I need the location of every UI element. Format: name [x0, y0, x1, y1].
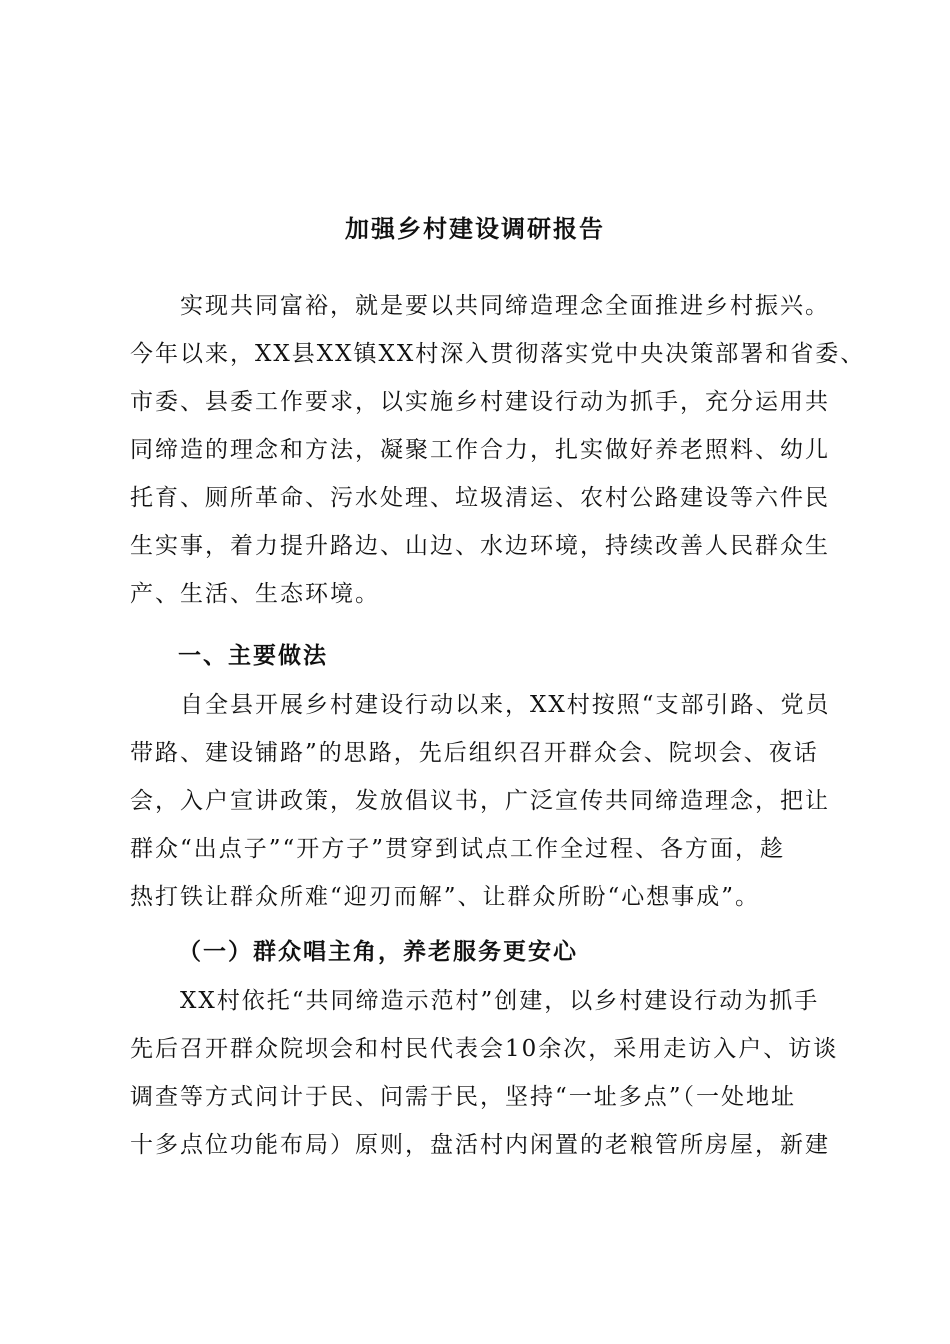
paragraph-line: 群众“出点子”“开方子”贯穿到试点工作全过程、各方面，趁 — [130, 836, 786, 862]
paragraph-line: 热打铁让群众所难“迎刃而解”、让群众所盼“心想事成”。 — [130, 884, 761, 910]
intro-paragraph — [130, 282, 866, 618]
paragraph-line: 同缔造的理念和方法，凝聚工作合力，扎实做好养老照料、幼儿 — [130, 437, 830, 463]
paragraph-line: 今年以来，XX县XX镇XX村深入贯彻落实党中央决策部署和省委、 — [130, 341, 866, 367]
paragraph-line: 先后召开群众院坝会和村民代表会10余次，采用走访入户、访谈 — [130, 1036, 839, 1062]
paragraph-line: 十多点位功能布局）原则，盘活村内闲置的老粮管所房屋，新建 — [130, 1132, 830, 1158]
paragraph-line: 带路、建设铺路”的思路，先后组织召开群众会、院坝会、夜话 — [130, 740, 819, 766]
paragraph-line: XX村依托“共同缔造示范村”创建，以乡村建设行动为抓手 — [130, 988, 820, 1014]
practices-paragraph — [130, 681, 842, 921]
page-title: 加强乡村建设调研报告 — [345, 214, 605, 243]
paragraph-line: 产、生活、生态环境。 — [130, 581, 380, 607]
paragraph-line: 生实事，着力提升路边、山边、水边环境，持续改善人民群众生 — [130, 533, 830, 559]
paragraph-line: 托育、厕所革命、污水处理、垃圾清运、农村公路建设等六件民 — [130, 485, 830, 511]
paragraph-line: 会，入户宣讲政策，发放倡议书，广泛宣传共同缔造理念，把让 — [130, 788, 830, 814]
paragraph-line: 实现共同富裕，就是要以共同缔造理念全面推进乡村振兴。 — [130, 293, 830, 319]
paragraph-line: 自全县开展乡村建设行动以来，XX村按照“支部引路、党员 — [130, 692, 831, 718]
elderly-care-paragraph — [130, 977, 842, 1169]
section-heading-main-practices: 一、主要做法 — [178, 642, 328, 669]
paragraph-line: 调查等方式问计于民、问需于民，坚持“一址多点”（一处地址 — [130, 1084, 797, 1110]
paragraph-line: 市委、县委工作要求，以实施乡村建设行动为抓手，充分运用共 — [130, 389, 830, 415]
subsection-heading-elderly-care: （一）群众唱主角，养老服务更安心 — [178, 938, 578, 965]
